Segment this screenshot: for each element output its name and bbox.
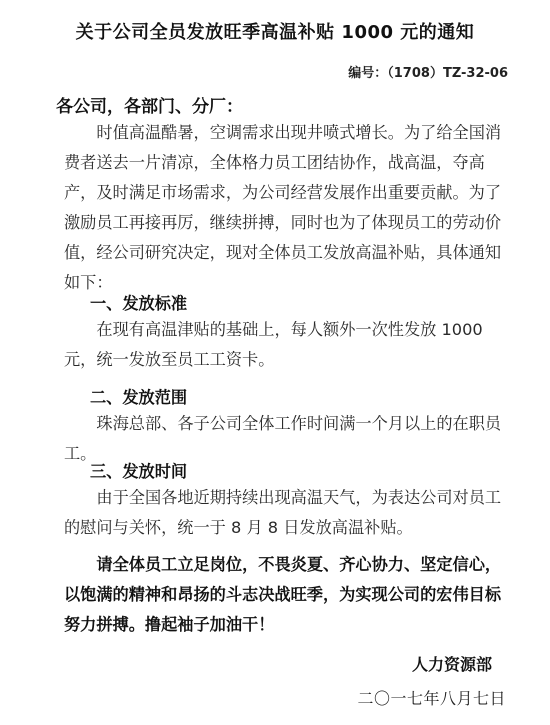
- intro-paragraph: 时值高温酷暑，空调需求出现井喷式增长。为了给全国消费者送去一片清凉，全体格力员工团结协作，战高温，夺高产，及时满足市场需求，为公司经营发展作出重要贡献。为了激励员工再接再厉，继续拼搏，同时也为了体现员工的劳动价值，经公司研究决定，现对全体员工发放高温补贴，具体通知如下：: [64, 123, 502, 292]
- section-3-heading: 三、发放时间: [90, 462, 188, 481]
- section-1-body: 在现有高温津贴的基础上，每人额外一次性发放 1000 元，统一发放至员工工资卡。: [64, 320, 483, 369]
- section-3-body: 由于全国各地近期持续出现高温天气，为表达公司对员工的慰问与关怀，统一于 8 月 8 日发放高温补贴。: [64, 488, 502, 537]
- section-2-heading: 二、发放范围: [90, 388, 188, 407]
- section-1-heading: 一、发放标准: [90, 294, 188, 313]
- document-number: 编号：（1708）TZ-32-06: [348, 66, 508, 81]
- closing-paragraph: 请全体员工立足岗位，不畏炎夏、齐心协力、坚定信心，以饱满的精神和昂扬的斗志决战旺季，为实现公司的宏伟目标努力拼搏。撸起袖子加油干！: [64, 555, 502, 634]
- section-2-body: 珠海总部、各子公司全体工作时间满一个月以上的在职员工。: [64, 414, 502, 463]
- salutation: 各公司，各部门、分厂：: [56, 97, 243, 117]
- signature-date: 二〇一七年八月七日: [357, 689, 506, 708]
- signature-department: 人力资源部: [411, 655, 492, 674]
- document-title: 关于公司全员发放旺季高温补贴 1000 元的通知: [75, 22, 475, 43]
